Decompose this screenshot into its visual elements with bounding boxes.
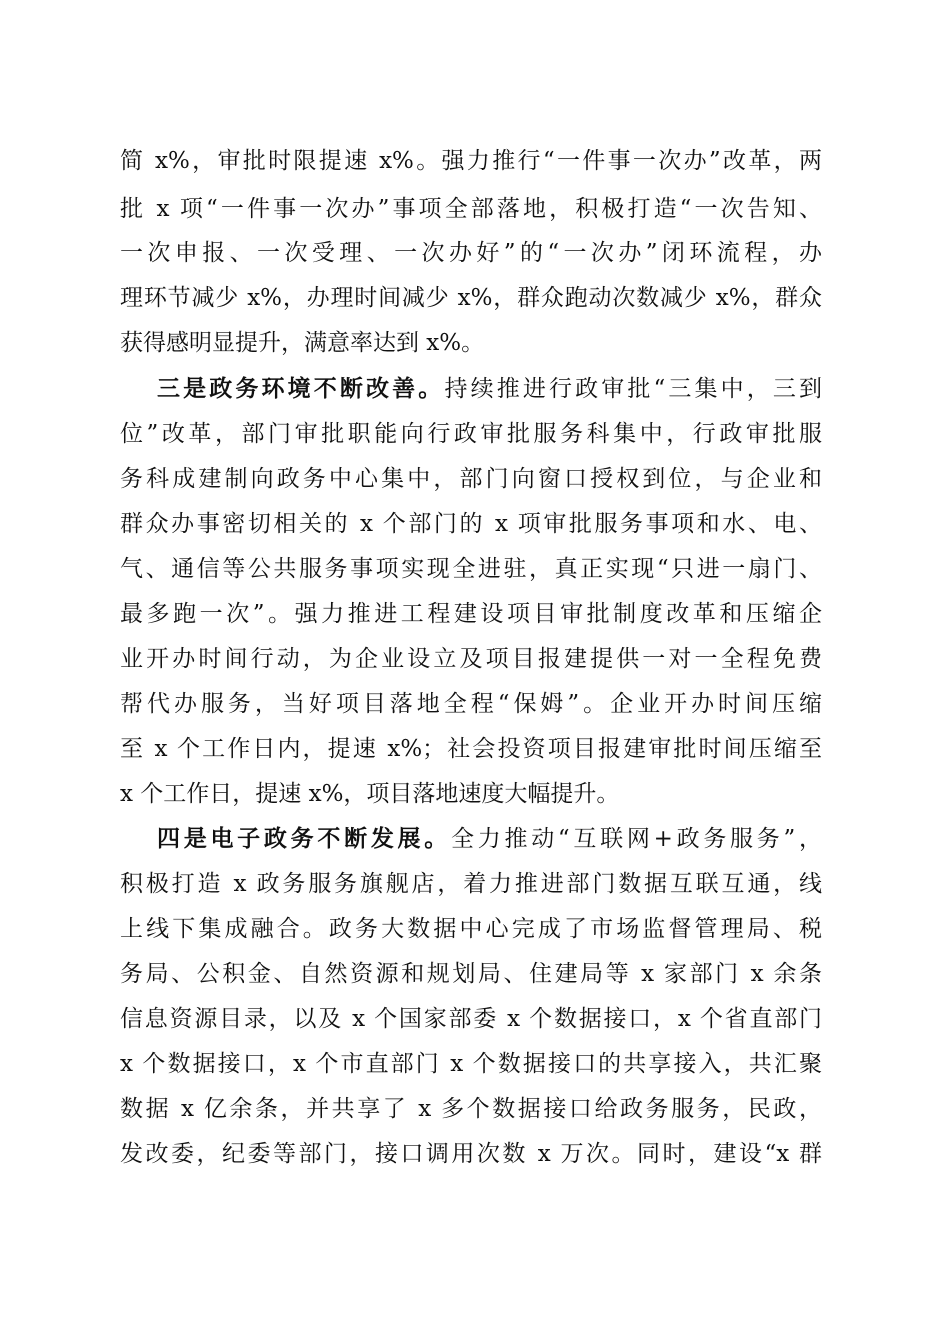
text-line: x 个数据接口，x 个市直部门 x 个数据接口的共享接入，共汇聚 xyxy=(120,1051,822,1077)
text-line: 最多跑一次”。强力推进工程建设项目审批制度改革和压缩企 xyxy=(120,601,822,627)
paragraph-first-line xyxy=(157,369,822,409)
paragraph-lead-heading: 三是政务环境不断改善。 xyxy=(157,375,445,402)
text-line: 至 x 个工作日内，提速 x%；社会投资项目报建审批时间压缩至 xyxy=(120,736,822,762)
text-line: 务局、公积金、自然资源和规划局、住建局等 x 家部门 x 余条 xyxy=(120,961,822,987)
text-line: 信息资源目录，以及 x 个国家部委 x 个数据接口，x 个省直部门 xyxy=(120,1006,822,1032)
text-line: x 个工作日，提速 x%，项目落地速度大幅提升。 xyxy=(120,781,620,807)
paragraph-lead-heading: 四是电子政务不断发展。 xyxy=(157,825,452,852)
text-line: 数据 x 亿余条，并共享了 x 多个数据接口给政务服务，民政， xyxy=(120,1096,822,1122)
text-line: 简 x%，审批时限提速 x%。强力推行“一件事一次办”改革，两 xyxy=(120,148,822,174)
text-line: 积极打造 x 政务服务旗舰店，着力推进部门数据互联互通，线 xyxy=(120,871,822,897)
text-line: 群众办事密切相关的 x 个部门的 x 项审批服务事项和水、电、 xyxy=(120,511,822,537)
text-line: 理环节减少 x%，办理时间减少 x%，群众跑动次数减少 x%，群众 xyxy=(120,285,822,311)
text-line: 气、通信等公共服务事项实现全进驻，真正实现“只进一扇门、 xyxy=(120,556,822,582)
paragraph-first-line-text: 全力推动“互联网+政务服务”， xyxy=(451,826,822,852)
text-line: 发改委，纪委等部门，接口调用次数 x 万次。同时，建设“x 群 xyxy=(120,1141,822,1167)
text-line: 务科成建制向政务中心集中，部门向窗口授权到位，与企业和 xyxy=(120,466,822,492)
paragraph-first-line xyxy=(157,819,822,859)
text-line: 上线下集成融合。政务大数据中心完成了市场监督管理局、税 xyxy=(120,916,822,942)
text-line: 获得感明显提升，满意率达到 x%。 xyxy=(120,330,485,356)
paragraph-first-line-text: 持续推进行政审批“三集中，三到 xyxy=(444,376,823,402)
text-line: 业开办时间行动，为企业设立及项目报建提供一对一全程免费 xyxy=(120,646,822,672)
text-line: 位”改革，部门审批职能向行政审批服务科集中，行政审批服 xyxy=(120,421,822,447)
text-line: 批 x 项“一件事一次办”事项全部落地，积极打造“一次告知、 xyxy=(120,196,822,222)
text-line: 帮代办服务，当好项目落地全程“保姆”。企业开办时间压缩 xyxy=(120,691,822,717)
text-line: 一次申报、一次受理、一次办好”的“一次办”闭环流程，办 xyxy=(120,240,822,266)
